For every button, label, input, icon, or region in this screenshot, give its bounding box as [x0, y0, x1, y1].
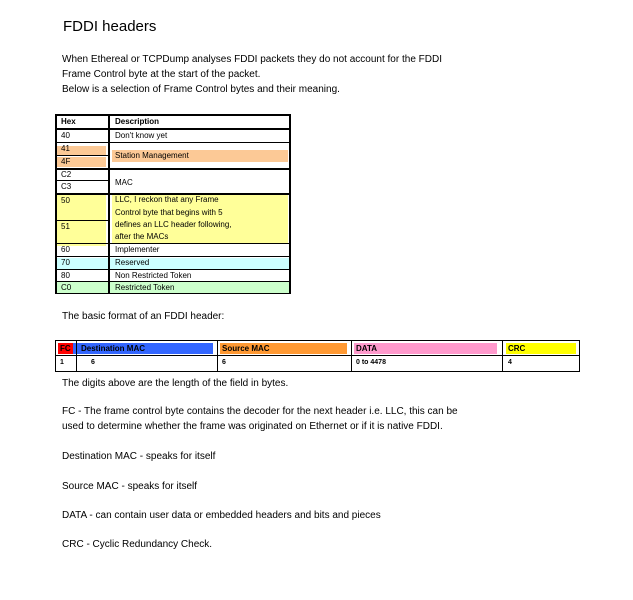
hex-cell: 51	[61, 222, 70, 231]
destination-mac-description: Destination MAC - speaks for itself	[62, 451, 216, 462]
source-mac-description: Source MAC - speaks for itself	[62, 481, 198, 492]
fddi-header-diagram	[55, 340, 580, 356]
hex-cell: 41	[61, 144, 70, 153]
hex-cell: 70	[61, 258, 70, 267]
description-cell: Restricted Token	[115, 283, 175, 292]
destination-mac-label: Destination MAC	[81, 344, 145, 353]
data-length: 0 to 4478	[356, 359, 386, 366]
data-description: DATA - can contain user data or embedded headers and bits and pieces	[62, 510, 381, 521]
hex-cell: 60	[61, 245, 70, 254]
field-lengths-row	[55, 356, 580, 372]
hex-cell: 40	[61, 131, 70, 140]
table-header-hex: Hex	[61, 117, 76, 126]
description-cell: Don't know yet	[115, 131, 168, 140]
description-cell: after the MACs	[115, 232, 169, 241]
digits-note: The digits above are the length of the field in bytes.	[62, 378, 289, 389]
description-cell: Reserved	[115, 258, 150, 267]
fc-description-line: used to determine whether the frame was originated on Ethernet or if it is native FDDI.	[62, 421, 443, 432]
fc-description	[62, 404, 458, 434]
crc-field: CRC	[506, 343, 576, 354]
destination-mac-length: 6	[91, 359, 95, 366]
source-mac-length: 6	[222, 359, 226, 366]
description-cell: Control byte that begins with 5	[115, 208, 223, 217]
description-cell: Implementer	[115, 245, 160, 254]
header-format-heading: The basic format of an FDDI header:	[62, 311, 225, 322]
fc-length: 1	[60, 359, 64, 366]
crc-length: 4	[508, 359, 512, 366]
hex-cell: C2	[61, 170, 72, 179]
intro-line: When Ethereal or TCPDump analyses FDDI packets they do not account for the FDDI	[62, 54, 442, 65]
frame-control-table	[55, 114, 291, 294]
hex-cell: 50	[61, 196, 70, 205]
hex-cell: 4F	[61, 157, 71, 166]
intro-line: Below is a selection of Frame Control bytes and their meaning.	[62, 84, 340, 95]
data-field: DATA	[354, 343, 497, 354]
description-cell: LLC, I reckon that any Frame	[115, 195, 219, 204]
description-cell: Station Management	[115, 151, 189, 160]
fc-field: FC	[58, 343, 73, 354]
table-header-description: Description	[115, 117, 160, 126]
hex-cell: 80	[61, 271, 70, 280]
fc-description-line: FC - The frame control byte contains the decoder for the next header i.e. LLC, this can be	[62, 406, 458, 417]
intro-paragraph	[62, 52, 442, 97]
intro-line: Frame Control byte at the start of the packet.	[62, 69, 261, 80]
page-title: FDDI headers	[63, 18, 157, 35]
hex-cell: C0	[61, 283, 72, 292]
description-cell: Non Restricted Token	[115, 271, 192, 280]
hex-cell: C3	[61, 182, 72, 191]
source-mac-field: Source MAC	[220, 343, 347, 354]
description-cell: defines an LLC header following,	[115, 220, 232, 229]
crc-description: CRC - Cyclic Redundancy Check.	[62, 539, 213, 550]
description-cell: MAC	[115, 178, 133, 187]
